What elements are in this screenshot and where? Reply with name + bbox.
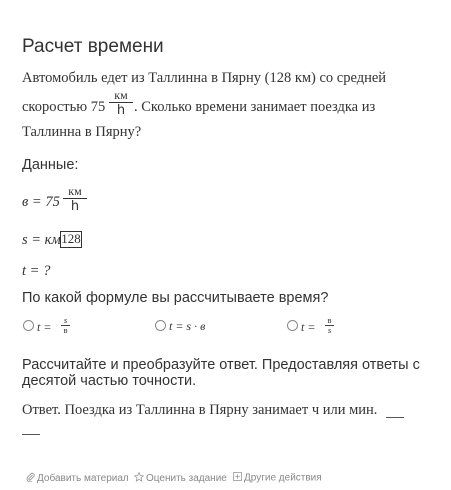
page-title: Расчет времени	[22, 36, 164, 57]
rate-task-link[interactable]	[134, 472, 227, 485]
formula-question: По какой формуле вы рассчитываете время?	[22, 290, 329, 306]
instruction-line-1: Рассчитайте и преобразуйте ответ. Предоставляя ответы с	[22, 357, 420, 373]
distance-label: s = км	[22, 232, 61, 248]
answer-text: Ответ. Поездка из Таллинна в Пярну занимает ч или мин.	[22, 402, 378, 418]
speed-unit-denominator: h	[116, 103, 126, 118]
rate-task-label: Оценить задание	[146, 473, 227, 485]
velocity-unit-denominator: h	[70, 199, 80, 214]
answer-minutes-blank[interactable]	[386, 417, 404, 418]
problem-line-2-end: . Сколько времени занимает поездка из	[134, 99, 376, 115]
given-heading: Данные:	[22, 157, 79, 173]
velocity-unit-numerator: км	[68, 184, 82, 198]
formula-option-2-radio[interactable]	[155, 320, 166, 331]
formula-option-3-radio[interactable]	[287, 320, 298, 331]
velocity-unit-fraction	[63, 185, 87, 214]
speed-unit-fraction	[109, 89, 133, 118]
time-label: t = ?	[22, 263, 51, 279]
answer-continuation-blank[interactable]	[22, 434, 40, 435]
plus-square-icon	[233, 472, 242, 484]
more-actions-link[interactable]	[233, 472, 322, 484]
formula-option-1-numerator: s	[63, 315, 68, 325]
add-material-link[interactable]	[26, 472, 129, 485]
formula-option-2-expr: t = s · в	[169, 319, 206, 333]
formula-option-3-fraction	[325, 316, 334, 335]
formula-option-3-lhs: t =	[301, 320, 316, 334]
speed-unit-numerator: км	[114, 88, 128, 102]
velocity-label: в = 75	[22, 194, 60, 210]
formula-option-3-numerator: в	[327, 315, 332, 325]
instruction-line-2: десятой частью точности.	[22, 373, 197, 389]
formula-option-1-fraction	[61, 316, 70, 335]
distance-input[interactable]: 128	[61, 231, 81, 246]
problem-line-2-start: скоростью 75	[22, 99, 106, 115]
problem-line-3: Таллинна в Пярну?	[22, 124, 142, 140]
formula-option-1-radio[interactable]	[23, 320, 34, 331]
more-actions-label: Другие действия	[244, 472, 322, 484]
formula-option-3-denominator: s	[327, 325, 332, 335]
star-icon	[134, 472, 144, 485]
formula-option-1-denominator: в	[63, 325, 68, 335]
add-material-label: Добавить материал	[37, 473, 129, 485]
problem-line-1: Автомобиль едет из Таллинна в Пярну (128 км) со средней	[22, 70, 387, 86]
formula-option-1-lhs: t =	[37, 320, 52, 334]
paperclip-icon	[26, 472, 35, 485]
